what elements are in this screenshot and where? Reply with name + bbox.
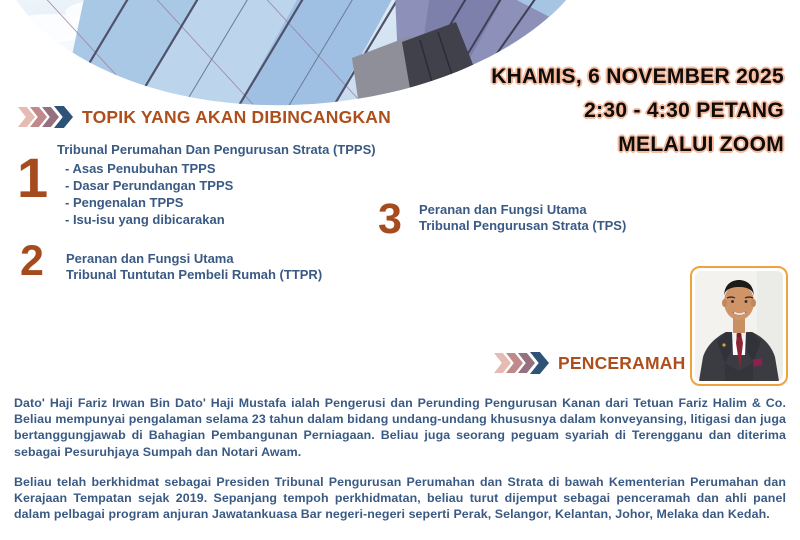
speaker-photo bbox=[690, 266, 788, 386]
topic-3-line: Tribunal Pengurusan Strata (TPS) bbox=[419, 218, 627, 233]
topics-heading: TOPIK YANG AKAN DIBINCANGKAN bbox=[82, 106, 391, 127]
event-date: KHAMIS, 6 NOVEMBER 2025 bbox=[491, 65, 784, 88]
event-platform: MELALUI ZOOM bbox=[618, 133, 784, 156]
topic-2-line: Peranan dan Fungsi Utama bbox=[66, 251, 234, 266]
topic-number-3: 3 bbox=[378, 195, 402, 243]
topic-1-subitem: - Dasar Perundangan TPPS bbox=[65, 178, 234, 193]
topic-3 bbox=[419, 202, 626, 234]
topic-number-1: 1 bbox=[17, 146, 49, 209]
topics-heading-row bbox=[18, 106, 391, 128]
chevron-arrows bbox=[18, 106, 73, 128]
event-time: 2:30 - 4:30 PETANG bbox=[584, 99, 784, 122]
topic-number-2: 2 bbox=[20, 237, 44, 285]
topic-3-line: Peranan dan Fungsi Utama bbox=[419, 202, 587, 217]
topic-1 bbox=[57, 141, 376, 228]
speaker-heading-row bbox=[494, 352, 685, 374]
topic-2-line: Tribunal Tuntutan Pembeli Rumah (TTPR) bbox=[66, 267, 323, 282]
speaker-bio bbox=[14, 395, 786, 536]
speaker-portrait-image bbox=[695, 271, 783, 381]
topic-1-title: Tribunal Perumahan Dan Pengurusan Strata (TPPS) bbox=[57, 142, 376, 157]
bio-paragraph-2: Beliau telah berkhidmat sebagai Presiden Tribunal Pengurusan Perumahan dan Strata di bawah Kementerian Perumahan dan Kerajaan Tempatan sejak 2019. Sepanjang tempoh perkhidmatan, beliau turut dijemput sebagai penceramah dan ahli panel dalam pelbagai program anjuran Jawatankuasa Bar negeri-negeri seperti Perak, Selangor, Kelantan, Johor, Melaka dan Kedah. bbox=[14, 474, 786, 522]
chevron-arrows bbox=[494, 352, 549, 374]
topic-1-subitem: - Pengenalan TPPS bbox=[65, 195, 184, 210]
topic-1-subitem: - Asas Penubuhan TPPS bbox=[65, 161, 216, 176]
bio-paragraph-1: Dato' Haji Fariz Irwan Bin Dato' Haji Mustafa ialah Pengerusi dan Perunding Pengurusan Kanan dari Tetuan Fariz Halim & Co. Beliau mempunyai pengalaman selama 23 tahun dalam bidang undang-undang khususnya dalam konveyansing, litigasi dan juga bertanggungjawab di Bahagian Pembangunan Perniagaan. Beliau juga seorang peguam syariah di Terengganu dan diterima sebagai Pesuruhjaya Sumpah dan Notari Awam. bbox=[14, 396, 786, 459]
topic-2 bbox=[66, 251, 322, 283]
topic-1-subitem: - Isu-isu yang dibicarakan bbox=[65, 212, 225, 227]
event-details bbox=[491, 60, 784, 162]
speaker-heading: PENCERAMAH bbox=[558, 352, 686, 373]
topic-1-subitems bbox=[57, 160, 376, 228]
